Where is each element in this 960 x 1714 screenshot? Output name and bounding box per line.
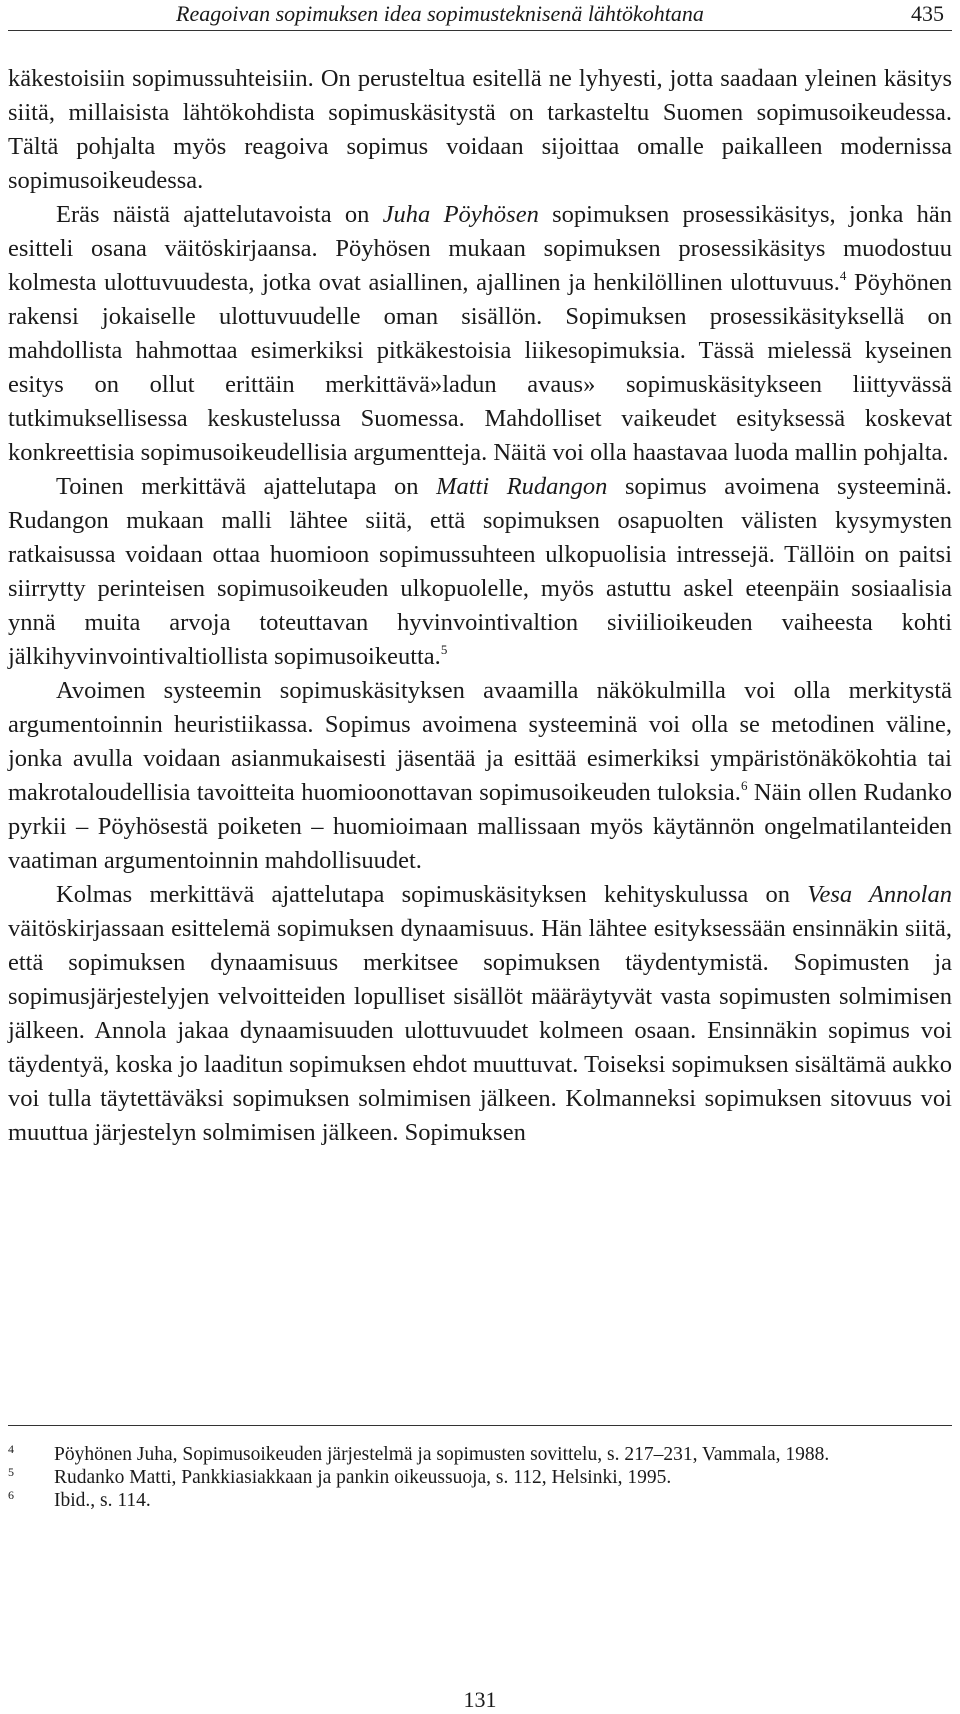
paragraph-4-text-b: Näin ollen Rudanko pyrkii – Pöyhösestä poiketen – huomioimaan mallissaan myös käytännön ongelmatilanteiden vaatiman argumentoinnin mahdollisuudet. [8,779,952,874]
paragraph-2-text-c: Pöyhönen rakensi jokaiselle ulottuvuudelle oman sisällön. Sopimuksen prosessikäsityksellä on mahdollista hahmottaa esimerkiksi pitkäkestoisia liikesopimuksia. Tässä mielessä kyseinen esitys on ollut erittäin merkittävä»ladun avaus» sopimuskäsitykseen liittyvässä tutkimuksellisessa keskustelussa Suomessa. Mahdolliset vaikeudet esityksessä koskevat konkreettisia sopimusoikeudellisia argumentteja. Näitä voi olla haastavaa luoda mallin pohjalta. [8,269,952,466]
footnote-text: Ibid., s. 114. [54,1490,151,1511]
footnote-5: 5 Rudanko Matti, Pankkiasiakkaan ja pankin oikeussuoja, s. 112, Helsinki, 1995. [8,1465,672,1488]
paragraph-1 [8,62,952,198]
paragraph-1-text: käkestoisiin sopimussuhteisiin. On perusteltua esitellä ne lyhyesti, jotta saadaan yleinen käsitys siitä, millaisista lähtökohdista sopimuskäsitystä on tarkasteltu Suomen sopimusoikeudessa. Tältä pohjalta myös reagoiva sopimus voidaan sijoittaa omalle paikalleen modernissa sopimusoikeudessa. [8,65,952,194]
paragraph-2-text-b: sopimuksen prosessikäsitys, jonka hän esitteli osana väitöskirjaansa. Pöyhösen mukaan sopimuksen prosessikäsitys muodostuu kolmesta ulottuvuudesta, jotka ovat asiallinen, ajallinen ja henkilöllinen ulottuvuus. [8,201,953,296]
footnote-4: 4 Pöyhönen Juha, Sopimusoikeuden järjestelmä ja sopimusten sovittelu, s. 217–231, Vammala, 1988. [8,1442,830,1465]
paragraph-2-text-a: Eräs näistä ajattelutavoista on [56,201,383,228]
footnote-ref-4: 4 [839,268,847,283]
footnote-text: Pöyhönen Juha, Sopimusoikeuden järjestelmä ja sopimusten sovittelu, s. 217–231, Vammala, 1988. [54,1444,830,1465]
footnote-ref-6: 6 [740,778,748,793]
paragraph-5-text-a: Kolmas merkittävä ajattelutapa sopimuskäsityksen kehityskulussa on [56,881,808,908]
paragraph-5 [8,878,952,1150]
paragraph-3-text-a: Toinen merkittävä ajattelutapa on [56,473,437,500]
footer-page-number: 131 [463,1687,497,1712]
author-name-poyhonen: Juha Pöyhösen [382,201,539,228]
header-page-number: 435 [911,1,944,26]
footnote-text: Rudanko Matti, Pankkiasiakkaan ja pankin oikeussuoja, s. 112, Helsinki, 1995. [54,1467,672,1488]
paragraph-2 [8,198,952,470]
author-name-rudanko: Matti Rudangon [436,473,608,500]
body-text [8,62,952,1150]
paragraph-4-text-a: Avoimen systeemin sopimuskäsityksen avaamilla näkökulmilla voi olla merkitystä argumentoinnin heuristiikassa. Sopimus avoimena systeeminä voi olla se metodinen väline, jonka avulla voidaan asianmukaisesti jäsentää ja esittää esimerkiksi ympäristönäkökohtia tai makrotaloudellisia tavoitteita huomioonottavan sopimusoikeuden tuloksia. [8,677,952,806]
paragraph-3-text-b: sopimus avoimena systeeminä. Rudangon mukaan malli lähtee siitä, että sopimuksen osapuolten välisten kysymysten ratkaisussa voidaan ottaa huomioon sopimussuhteen ulkopuolisia intressejä. Tällöin on paitsi siirrytty perinteisen sopimusoikeuden ulkopuolelle, myös astuttu askel eteenpäin sosiaalisia ynnä muita arvoja toteuttavan hyvinvointivaltion siviilioikeuden vaiheesta kohti jälkihyvinvointivaltiollista sopimusoikeutta. [8,473,952,670]
footnote-6: 6 Ibid., s. 114. [8,1488,151,1511]
footnote-divider [8,1425,952,1426]
footnotes [8,1443,952,1512]
paragraph-5-text-b: väitöskirjassaan esittelemä sopimuksen dynaamisuus. Hän lähtee esityksessään ensinnäkin siitä, että sopimuksen dynaamisuus merkitsee sopimuksen täydentymistä. Sopimusten ja sopimusjärjestelyjen velvoitteiden lopulliset sisällöt määräytyvät vasta sopimusten solmimisen jälkeen. Annola jakaa dynaamisuuden ulottuvuudet kolmeen osaan. Ensinnäkin sopimus voi täydentyä, koska jo laaditun sopimuksen ehdot muuttuvat. Toiseksi sopimuksen sisältämä aukko voi tulla täytettäväksi sopimuksen solmimisen jälkeen. Kolmanneksi sopimuksen sitovuus voi muuttua järjestelyn solmimisen jälkeen. Sopimuksen [8,915,952,1146]
running-header [8,0,952,31]
running-title: Reagoivan sopimuksen idea sopimusteknisenä lähtökohtana [176,1,704,26]
paragraph-3 [8,470,952,674]
footnote-ref-5: 5 [440,642,448,657]
paragraph-4 [8,674,952,878]
document-page [8,0,952,1714]
author-name-annola: Vesa Annolan [807,881,952,908]
